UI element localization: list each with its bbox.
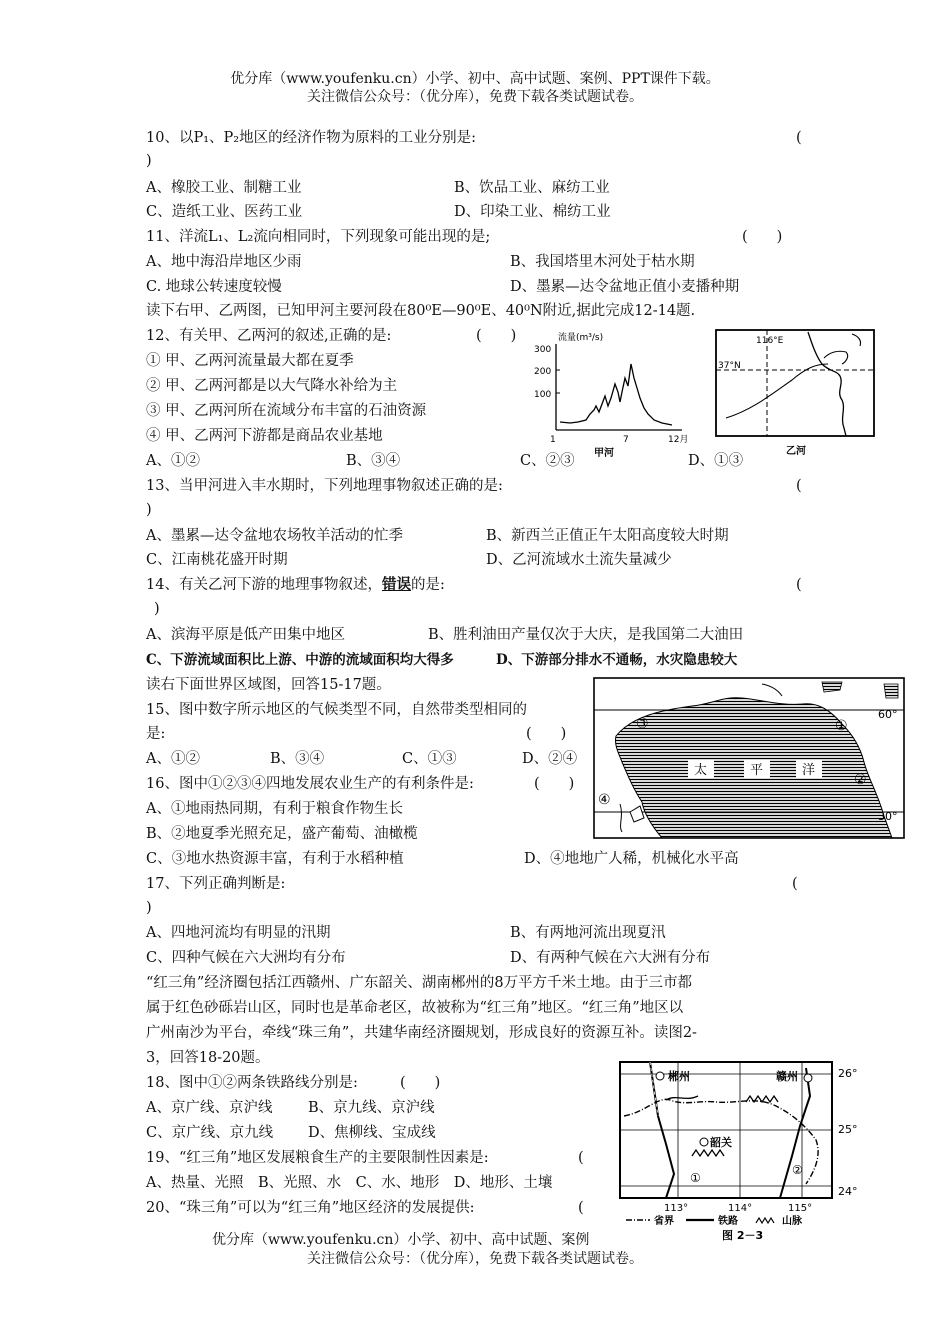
yi-latitude-label: 37°N <box>718 361 741 371</box>
figure-caption: 图 2－3 <box>722 1229 764 1242</box>
q18-option-b: B、京九线、京沪线 <box>308 1100 435 1116</box>
q14-option-a: A、滨海平原是低产田集中地区 <box>146 627 345 643</box>
header-line-1: 优分库（www.youfenku.cn）小学、初中、高中试题、案例、PPT课件下载。 <box>230 71 720 87</box>
q10-option-d: D、印染工业、棉纺工业 <box>454 204 611 220</box>
q18-stem: 18、图中①②两条铁路线分别是: <box>146 1075 358 1091</box>
ganzhou-marker <box>804 1074 812 1082</box>
legend-mountain: 山脉 <box>782 1216 802 1227</box>
q14-paren-close: ) <box>154 601 160 617</box>
jia-ytick-200: 200 <box>534 367 552 377</box>
q13-option-c: C、江南桃花盛开时期 <box>146 552 288 568</box>
q13-option-b: B、新西兰正值正午太阳高度较大时期 <box>486 528 729 544</box>
q12-statement-2: ② 甲、乙两河都是以大气降水补给为主 <box>146 378 398 394</box>
q15-paren: ( ) <box>526 726 567 742</box>
pacific-region-map <box>592 676 910 842</box>
jia-ytick-100: 100 <box>534 390 552 400</box>
chenzhou-marker <box>656 1072 664 1080</box>
q10-stem: 10、以P₁、P₂地区的经济作物为原料的工业分别是: <box>146 130 476 146</box>
q19-paren: ( <box>578 1150 584 1166</box>
q16-option-d: D、④地地广人稀，机械化水平高 <box>524 851 739 867</box>
q14-option-b: B、胜利油田产量仅次于大庆，是我国第二大油田 <box>428 627 744 643</box>
yi-caption: 乙河 <box>786 446 806 457</box>
q17-paren-open: ( <box>792 876 798 892</box>
q14-stem-post: 的是: <box>410 577 445 593</box>
footer-line-2: 关注微信公众号：（优分库），免费下载各类试题试卷。 <box>307 1251 643 1267</box>
q10-option-b: B、饮品工业、麻纺工业 <box>454 180 610 196</box>
jia-ytick-300: 300 <box>534 345 552 355</box>
legend-border: 省界 <box>654 1216 674 1227</box>
ocean-label-2: 平 <box>750 763 764 778</box>
q11-paren: ( ) <box>742 229 783 245</box>
q18-option-a: A、京广线、京沪线 <box>146 1100 273 1116</box>
q14-stem-keyword: 错误 <box>381 576 411 593</box>
q19-stem: 19、“红三角”地区发展粮食生产的主要限制性因素是: <box>146 1150 489 1166</box>
q17-option-a: A、四地河流均有明显的汛期 <box>146 925 331 941</box>
q17-stem: 17、下列正确判断是: <box>146 876 286 892</box>
jia-xtick-1: 1 <box>550 435 556 445</box>
q11-stem: 11、洋流L₁、L₂流向相同时，下列现象可能出现的是; <box>146 229 491 245</box>
q11-option-b: B、我国塔里木河处于枯水期 <box>510 254 695 270</box>
lat-30-label: 30° <box>878 810 898 823</box>
yi-river-course <box>726 364 828 418</box>
q13-stem: 13、当甲河进入丰水期时，下列地理事物叙述正确的是: <box>146 478 503 494</box>
q14-stem <box>146 575 445 595</box>
q16-stem: 16、图中①②③④四地发展农业生产的有利条件是: <box>146 776 474 792</box>
intro-18-line-3: 广州南沙为平台，牵线“珠三角”，共建华南经济圈规划，形成良好的资源互补。读图2- <box>146 1025 697 1041</box>
intro-15-17: 读右下面世界区域图，回答15-17题。 <box>146 677 391 693</box>
q18-option-c: C、京广线、京九线 <box>146 1125 274 1141</box>
q13-paren-open: ( <box>796 478 802 494</box>
q14-stem-pre: 14、有关乙河下游的地理事物叙述， <box>146 577 382 593</box>
q13-option-a: A、墨累—达令盆地农场牧羊活动的忙季 <box>146 528 403 544</box>
lon-115: 115° <box>788 1203 813 1214</box>
q10-option-c: C、造纸工业、医药工业 <box>146 204 303 220</box>
q12-paren: ( ) <box>476 328 517 344</box>
marker-3: ③ <box>636 716 649 732</box>
lat-26: 26° <box>838 1067 858 1080</box>
lon-114: 114° <box>728 1203 753 1214</box>
q16-option-b: B、②地夏季光照充足，盛产葡萄、油橄榄 <box>146 826 418 842</box>
ganzhou-label: 赣州 <box>776 1070 798 1083</box>
q12-statement-1: ① 甲、乙两河流量最大都在夏季 <box>146 353 354 369</box>
q17-option-b: B、有两地河流出现夏汛 <box>510 925 666 941</box>
red-triangle-map <box>606 1056 876 1242</box>
legend-rail: 铁路 <box>718 1216 738 1227</box>
jia-caption: 甲河 <box>594 448 614 459</box>
q12-option-a: A、①② <box>146 453 200 469</box>
q15-stem-cont: 是: <box>146 726 166 742</box>
q13-option-d: D、乙河流域水土流失量减少 <box>486 552 672 568</box>
q17-option-c: C、四种气候在六大洲均有分布 <box>146 950 346 966</box>
q14-option-c: C、下游流域面积比上游、中游的流域面积均大得多 <box>146 652 454 668</box>
q16-option-a: A、①地雨热同期，有利于粮食作物生长 <box>146 801 403 817</box>
q18-option-d: D、焦柳线、宝成线 <box>308 1125 436 1141</box>
q11-option-a: A、地中海沿岸地区少雨 <box>146 254 302 270</box>
q12-option-b: B、③④ <box>346 453 401 469</box>
q16-option-c: C、③地水热资源丰富，有利于水稻种植 <box>146 851 404 867</box>
lat-25: 25° <box>838 1123 858 1136</box>
footer-line-1: 优分库（www.youfenku.cn）小学、初中、高中试题、案例 <box>212 1232 590 1248</box>
marker-2: ② <box>854 772 867 788</box>
q10-paren-open: ( <box>796 130 802 146</box>
intro-12-14: 读下右甲、乙两图，已知甲河主要河段在80⁰E—90⁰E、40⁰N附近,据此完成12-14题. <box>146 303 696 319</box>
jia-y-axis-label: 流量(m³/s) <box>558 333 604 343</box>
q20-paren: ( <box>578 1200 584 1216</box>
q20-stem: 20、“珠三角”可以为“红三角”地区经济的发展提供: <box>146 1200 475 1216</box>
q11-option-d: D、墨累—达令盆地正值小麦播种期 <box>510 279 740 295</box>
ocean-label-1: 太 <box>694 763 708 778</box>
q19-options: A、热量、光照 B、光照、水 C、水、地形 D、地形、土壤 <box>146 1175 553 1191</box>
q15-option-b: B、③④ <box>270 751 325 767</box>
q12-statement-4: ④ 甲、乙两河下游都是商品农业基地 <box>146 428 383 444</box>
q12-option-c: C、②③ <box>520 453 575 469</box>
shaoguan-marker <box>700 1138 708 1146</box>
chenzhou-label: 郴州 <box>668 1070 690 1083</box>
q16-paren: ( ) <box>534 776 575 792</box>
q12-option-d: D、①③ <box>688 453 744 469</box>
q10-paren-close: ) <box>146 153 152 169</box>
ocean-label-3: 洋 <box>802 763 816 778</box>
yi-longitude-label: 116°E <box>756 336 784 346</box>
q15-option-a: A、①② <box>146 751 200 767</box>
intro-18-line-4: 3，回答18-20题。 <box>146 1050 270 1066</box>
yi-coastline <box>808 332 846 436</box>
q17-paren-close: ) <box>146 900 152 916</box>
intro-18-line-2: 属于红色砂砾岩山区，同时也是革命老区，故被称为“红三角”地区。“红三角”地区以 <box>146 1000 684 1016</box>
q13-paren-close: ) <box>146 502 152 518</box>
q11-option-c: C. 地球公转速度较慢 <box>146 279 282 295</box>
q17-option-d: D、有两种气候在六大洲有分布 <box>510 950 711 966</box>
railway-1-marker: ① <box>690 1171 701 1185</box>
jia-xtick-12: 12月 <box>668 435 689 445</box>
lon-113: 113° <box>664 1203 689 1214</box>
q14-paren-open: ( <box>796 577 802 593</box>
jia-flow-curve <box>560 364 672 425</box>
header-line-2: 关注微信公众号：（优分库），免费下载各类试题试卷。 <box>307 89 643 105</box>
q10-option-a: A、橡胶工业、制糖工业 <box>146 180 302 196</box>
jia-river-hydrograph <box>520 326 700 462</box>
marker-4: ④ <box>598 792 611 808</box>
q12-statement-3: ③ 甲、乙两河所在流域分布丰富的石油资源 <box>146 403 427 419</box>
q15-option-c: C、①③ <box>402 751 457 767</box>
q14-option-d: D、下游部分排水不通畅，水灾隐患较大 <box>496 652 738 668</box>
jia-xtick-7: 7 <box>623 435 629 445</box>
q15-option-d: D、②④ <box>522 751 578 767</box>
q18-paren: ( ) <box>400 1075 441 1091</box>
shaoguan-label: 韶关 <box>710 1136 732 1149</box>
yi-river-map <box>712 328 882 460</box>
lat-60-label: 60° <box>878 708 898 721</box>
intro-18-line-1: “红三角”经济圈包括江西赣州、广东韶关、湖南郴州的8万平方千米土地。由于三市都 <box>146 975 693 991</box>
railway-2-marker: ② <box>792 1163 803 1177</box>
q12-stem: 12、有关甲、乙两河的叙述,正确的是: <box>146 328 392 344</box>
q15-stem: 15、图中数字所示地区的气候类型不同，自然带类型相同的 <box>146 702 527 718</box>
lat-24: 24° <box>838 1185 858 1198</box>
marker-1: ① <box>835 718 848 734</box>
